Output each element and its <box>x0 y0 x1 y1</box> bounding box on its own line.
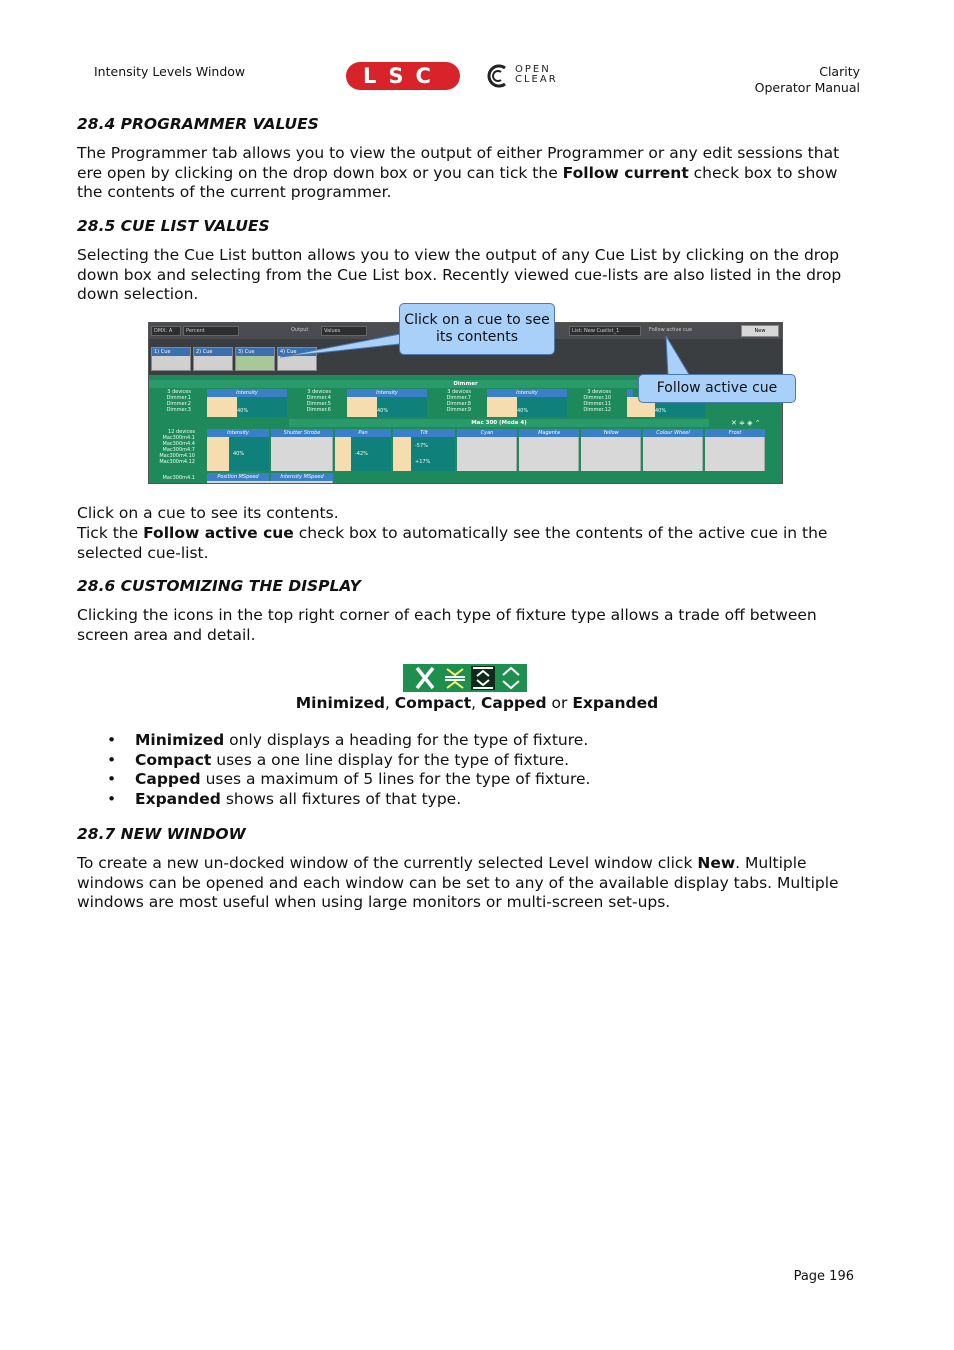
text-run: check box to show the contents of the current programmer. <box>77 163 838 202</box>
bullet-icon: • <box>107 770 117 789</box>
section-title-28-4: 28.4 PROGRAMMER VALUES <box>77 115 319 133</box>
section-28-7-paragraph <box>77 854 867 913</box>
level-value: -42% <box>355 451 368 457</box>
bold-term: Capped <box>135 770 201 789</box>
cue-label: 2) Cue <box>194 348 232 356</box>
cuelist-select: List: New Cuelist_1 <box>569 326 641 336</box>
logo-clear-text: CLEAR <box>515 74 558 85</box>
display-mode-icons-small: ✕ ≑ ◈ ⌃ <box>731 419 761 427</box>
level-value: -57% <box>415 443 428 449</box>
param-header: Yellow <box>581 429 641 437</box>
fixture-label: Mac300m4.4 <box>162 441 195 447</box>
param-header: Intensity MSpeed <box>271 473 333 481</box>
text-run: , <box>471 694 481 712</box>
fixture-label: Dimmer.10 <box>583 395 611 401</box>
click-cue-text: Click on a cue to see its contents. <box>77 504 339 522</box>
param-header: Pan <box>335 429 391 437</box>
level-value: 40% <box>237 408 249 414</box>
text-run: or <box>546 694 573 712</box>
bold-term: Follow current <box>562 163 689 182</box>
header-manual: Operator Manual <box>754 80 860 95</box>
param-header: Shutter Strobe <box>271 429 333 437</box>
devices-count: 3 devices <box>447 389 471 395</box>
bullet-icon: • <box>107 750 117 769</box>
fixture-label: Mac300m4.1 <box>162 475 195 481</box>
text-run: , <box>384 694 395 712</box>
logo-open-text: OPEN <box>515 64 551 75</box>
level-value: +17% <box>415 459 431 465</box>
caption-term: Minimized <box>295 694 385 712</box>
bullet-icon: • <box>107 790 117 809</box>
bold-term: Expanded <box>135 790 221 809</box>
dmx-select: DMX: A <box>151 326 181 336</box>
fixture-label: Dimmer.2 <box>166 401 191 407</box>
capped-icon <box>471 666 495 690</box>
expand-icon <box>503 668 519 688</box>
fixture-label: Dimmer.8 <box>446 401 471 407</box>
new-button: New <box>741 325 779 337</box>
cue-label: 4) Cue <box>278 348 316 356</box>
percent-select: Percent <box>183 326 239 336</box>
devices-count: 3 devices <box>167 389 191 395</box>
output-label: Output <box>291 327 309 333</box>
fixture-label: Dimmer.11 <box>583 401 611 407</box>
level-value: 40% <box>233 451 245 457</box>
icons-caption <box>0 694 954 712</box>
callout-pointer-follow <box>666 336 690 376</box>
mac300-heading: Mac 300 (Mode 4) <box>289 419 709 427</box>
fixture-label: Mac300m4.7 <box>162 447 195 453</box>
intensity-column-header: Intensity <box>207 389 287 397</box>
fixture-label: Dimmer.6 <box>306 407 331 413</box>
section-28-6-paragraph: Clicking the icons in the top right corner of each type of fixture type allows a trade off between screen area and detail. <box>77 606 817 644</box>
text-run: only displays a heading for the type of fixture. <box>224 731 589 749</box>
dimmer-heading: Dimmer <box>149 380 782 388</box>
section-title-28-6: 28.6 CUSTOMIZING THE DISPLAY <box>77 577 361 595</box>
display-mode-list <box>107 731 590 810</box>
section-28-5-paragraph: Selecting the Cue List button allows you to view the output of any Cue List by clicking on the drop down box and selecting from the Cue List box. Recently viewed cue-lists are also listed in the drop down selection. <box>77 246 842 304</box>
list-item <box>107 751 590 771</box>
fixture-label: Dimmer.4 <box>306 395 331 401</box>
page-number: Page 196 <box>793 1269 854 1284</box>
text-run: uses a maximum of 5 lines for the type of fixture. <box>200 770 591 789</box>
lsc-logo: LSC <box>346 62 460 90</box>
devices-count: 3 devices <box>587 389 611 395</box>
text-run: To create a new un-docked window of the currently selected Level window click <box>77 854 698 872</box>
fixture-label: Dimmer.3 <box>166 407 191 413</box>
fixture-label: Dimmer.12 <box>583 407 611 413</box>
header-product: Clarity <box>819 64 860 79</box>
param-header: Frost <box>705 429 765 437</box>
follow-active-text <box>77 524 867 563</box>
bullet-icon: • <box>107 731 117 749</box>
param-header: Magenta <box>519 429 579 437</box>
callout-pointers <box>0 0 954 500</box>
param-header: Intensity <box>207 429 269 437</box>
text-run: shows all fixtures of that type. <box>220 790 462 809</box>
intensity-column-header: Intensity <box>347 389 427 397</box>
section-title-28-5: 28.5 CUE LIST VALUES <box>77 217 270 235</box>
caption-term: Expanded <box>572 694 659 712</box>
fixture-label: Dimmer.1 <box>166 395 191 401</box>
cue-label: 1) Cue <box>152 348 190 356</box>
text-run: . Multiple windows can be opened and each window can be set to any of the available display tabs. Multiple windows are most useful when using large monitors or multi-screen set-ups. <box>77 854 839 912</box>
param-header: Position MSpeed <box>207 473 269 481</box>
callout-follow-active: Follow active cue <box>638 374 796 403</box>
list-item <box>107 790 590 810</box>
intensity-column-header: Intensity <box>487 389 567 397</box>
fixture-label: Dimmer.5 <box>306 401 331 407</box>
values-select: Values <box>321 326 367 336</box>
fixture-label: Mac300m4.1 <box>162 435 195 441</box>
param-header: Cyan <box>457 429 517 437</box>
list-item <box>107 770 590 790</box>
text-run: uses a one line display for the type of fixture. <box>211 750 570 769</box>
bold-term: Minimized <box>135 731 225 749</box>
level-value: 40% <box>655 408 667 414</box>
running-header-left: Intensity Levels Window <box>94 64 246 79</box>
param-header: Tilt <box>393 429 455 437</box>
fixture-label: Dimmer.9 <box>446 407 471 413</box>
text-run: check box to automatically see the contents of the active cue in the selected cue-list. <box>77 524 828 562</box>
level-value: 40% <box>377 408 389 414</box>
level-value: 40% <box>517 408 529 414</box>
fixture-label: Dimmer.7 <box>446 395 471 401</box>
cue-label: 3) Cue <box>236 348 274 356</box>
fixture-label: Mac300m4.10 <box>159 453 195 459</box>
compact-icon <box>445 669 465 688</box>
list-item <box>107 731 590 751</box>
bold-term: Compact <box>135 750 212 769</box>
caption-term: Capped <box>480 694 547 712</box>
display-mode-icons <box>403 664 527 692</box>
minimize-icon <box>417 668 433 688</box>
devices-count: 3 devices <box>307 389 331 395</box>
section-title-28-7: 28.7 NEW WINDOW <box>77 825 246 843</box>
text-run: The Programmer tab allows you to view the output of either Programmer or any edit sessions that ere open by clicking on the drop down box or you can tick the <box>77 144 840 182</box>
text-run: Tick the <box>77 524 144 542</box>
callout-click-cue: Click on a cue to see its contents <box>399 303 555 355</box>
callout-pointer-cue <box>280 334 400 357</box>
fixture-label: Mac300m4.12 <box>159 459 195 465</box>
bold-term: New <box>697 854 736 872</box>
follow-active-checkbox: Follow active cue <box>649 327 693 333</box>
caption-term: Compact <box>394 694 472 712</box>
devices-count: 12 devices <box>168 429 195 435</box>
param-header: Colour Wheel <box>643 429 703 437</box>
bold-term: Follow active cue <box>143 524 294 542</box>
